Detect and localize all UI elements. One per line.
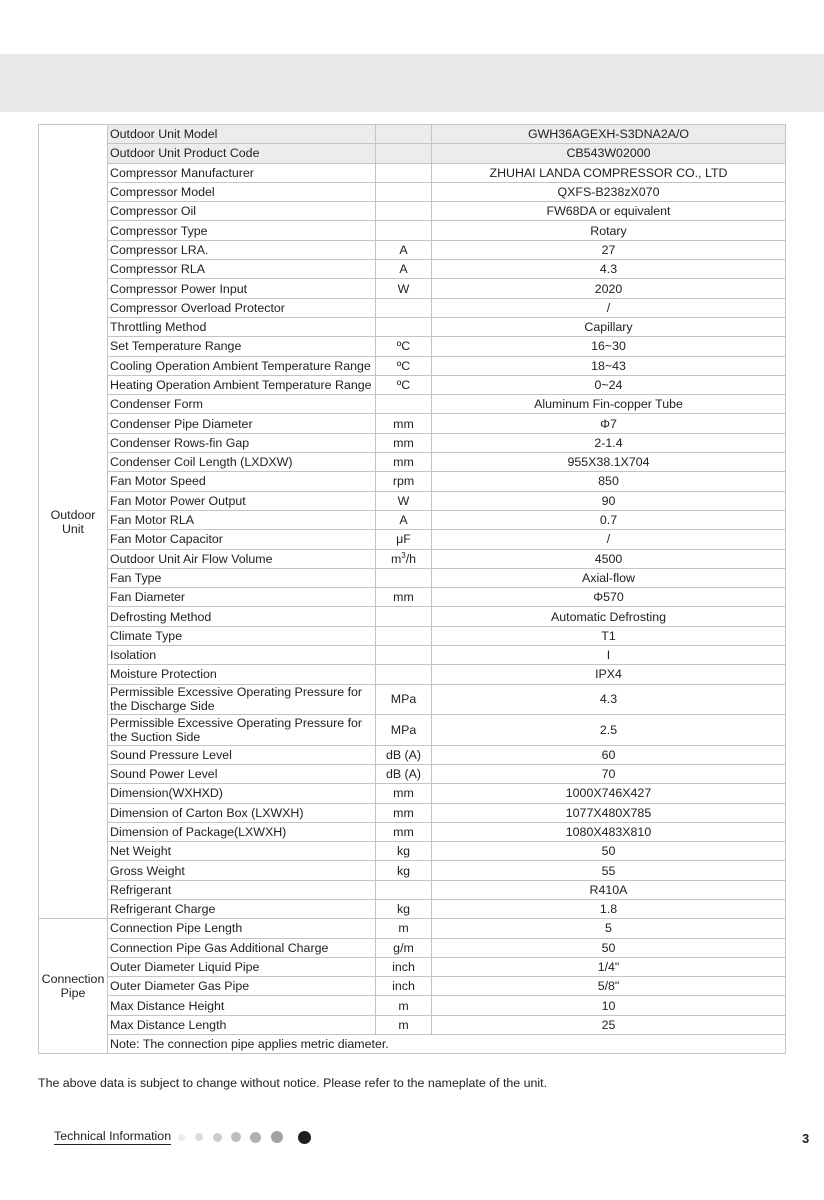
parameter-name: Connection Pipe Length	[108, 919, 376, 938]
table-row	[39, 298, 786, 317]
value-cell: 16~30	[432, 337, 786, 356]
unit-cell: kg	[376, 899, 432, 918]
unit-cell: m	[376, 919, 432, 938]
parameter-name: Gross Weight	[108, 861, 376, 880]
parameter-name: Fan Diameter	[108, 588, 376, 607]
table-row	[39, 240, 786, 259]
value-cell: 2-1.4	[432, 433, 786, 452]
table-row	[39, 433, 786, 452]
note-text: Note: The connection pipe applies metric diameter.	[108, 1035, 786, 1054]
parameter-name: Outdoor Unit Model	[108, 125, 376, 144]
unit-cell: A	[376, 260, 432, 279]
parameter-name: Cooling Operation Ambient Temperature Range	[108, 356, 376, 375]
table-row	[39, 764, 786, 783]
value-cell: 55	[432, 861, 786, 880]
unit-cell: g/m	[376, 938, 432, 957]
value-cell: 1077X480X785	[432, 803, 786, 822]
progress-dot	[178, 1134, 185, 1141]
group-label: Outdoor Unit	[39, 125, 108, 919]
unit-cell	[376, 144, 432, 163]
unit-cell	[376, 202, 432, 221]
value-cell: 1080X483X810	[432, 822, 786, 841]
table-row	[39, 453, 786, 472]
progress-dot	[213, 1133, 222, 1142]
progress-dot-active	[298, 1131, 311, 1144]
unit-cell: W	[376, 491, 432, 510]
unit-suffix: /h	[405, 551, 417, 566]
table-row	[39, 568, 786, 587]
unit-cell	[376, 607, 432, 626]
unit-cell: W	[376, 279, 432, 298]
value-cell: 2020	[432, 279, 786, 298]
progress-dot	[271, 1131, 283, 1143]
unit-superscript: 3	[401, 550, 406, 560]
unit-cell: mm	[376, 822, 432, 841]
unit-cell	[376, 646, 432, 665]
value-cell: 70	[432, 764, 786, 783]
parameter-name: Fan Type	[108, 568, 376, 587]
parameter-name: Sound Power Level	[108, 764, 376, 783]
parameter-name: Compressor RLA	[108, 260, 376, 279]
parameter-name: Permissible Excessive Operating Pressure for the Suction Side	[108, 715, 376, 746]
unit-cell: A	[376, 240, 432, 259]
spec-table	[38, 124, 786, 1054]
parameter-name: Compressor LRA.	[108, 240, 376, 259]
parameter-name: Throttling Method	[108, 317, 376, 336]
unit-cell: m	[376, 1015, 432, 1034]
value-cell: 1000X746X427	[432, 784, 786, 803]
value-cell: 18~43	[432, 356, 786, 375]
parameter-name: Dimension of Package(LXWXH)	[108, 822, 376, 841]
unit-cell: inch	[376, 957, 432, 976]
table-row	[39, 803, 786, 822]
table-row	[39, 861, 786, 880]
table-row	[39, 125, 786, 144]
parameter-name: Compressor Model	[108, 182, 376, 201]
unit-cell: MPa	[376, 684, 432, 715]
value-cell: T1	[432, 626, 786, 645]
group-label: Connection Pipe	[39, 919, 108, 1054]
unit-cell: inch	[376, 977, 432, 996]
table-row	[39, 626, 786, 645]
table-row	[39, 549, 786, 568]
value-cell: ZHUHAI LANDA COMPRESSOR CO., LTD	[432, 163, 786, 182]
table-row	[39, 530, 786, 549]
unit-cell	[376, 298, 432, 317]
table-row	[39, 356, 786, 375]
unit-cell: mm	[376, 433, 432, 452]
unit-cell: kg	[376, 842, 432, 861]
table-row	[39, 938, 786, 957]
parameter-name: Fan Motor RLA	[108, 510, 376, 529]
value-cell: 4500	[432, 549, 786, 568]
value-cell: 955X38.1X704	[432, 453, 786, 472]
unit-cell: m	[376, 996, 432, 1015]
table-row	[39, 510, 786, 529]
unit-cell: mm	[376, 803, 432, 822]
parameter-name: Max Distance Length	[108, 1015, 376, 1034]
table-row	[39, 375, 786, 394]
unit-cell: kg	[376, 861, 432, 880]
parameter-name: Compressor Type	[108, 221, 376, 240]
unit-cell: μF	[376, 530, 432, 549]
table-row	[39, 899, 786, 918]
parameter-name: Net Weight	[108, 842, 376, 861]
table-row	[39, 182, 786, 201]
value-cell: /	[432, 298, 786, 317]
value-cell: 50	[432, 938, 786, 957]
table-row	[39, 684, 786, 715]
table-row	[39, 202, 786, 221]
value-cell: Φ7	[432, 414, 786, 433]
value-cell: 5/8"	[432, 977, 786, 996]
parameter-name: Outer Diameter Liquid Pipe	[108, 957, 376, 976]
value-cell: 0.7	[432, 510, 786, 529]
parameter-name: Outdoor Unit Air Flow Volume	[108, 549, 376, 568]
unit-cell: mm	[376, 588, 432, 607]
value-cell: 10	[432, 996, 786, 1015]
parameter-name: Refrigerant	[108, 880, 376, 899]
value-cell: 2.5	[432, 715, 786, 746]
unit-cell	[376, 549, 432, 568]
parameter-name: Condenser Rows-fin Gap	[108, 433, 376, 452]
unit-cell: mm	[376, 453, 432, 472]
unit-cell	[376, 182, 432, 201]
value-cell: 850	[432, 472, 786, 491]
parameter-name: Fan Motor Power Output	[108, 491, 376, 510]
value-cell: 5	[432, 919, 786, 938]
unit-cell: ºC	[376, 356, 432, 375]
parameter-name: Max Distance Height	[108, 996, 376, 1015]
parameter-name: Set Temperature Range	[108, 337, 376, 356]
value-cell: IPX4	[432, 665, 786, 684]
value-cell: R410A	[432, 880, 786, 899]
unit-cell	[376, 163, 432, 182]
value-cell: Rotary	[432, 221, 786, 240]
parameter-name: Condenser Pipe Diameter	[108, 414, 376, 433]
parameter-name: Outer Diameter Gas Pipe	[108, 977, 376, 996]
unit-cell: MPa	[376, 715, 432, 746]
parameter-name: Refrigerant Charge	[108, 899, 376, 918]
unit-cell	[376, 221, 432, 240]
parameter-name: Condenser Form	[108, 395, 376, 414]
table-row	[39, 784, 786, 803]
parameter-name: Dimension of Carton Box (LXWXH)	[108, 803, 376, 822]
value-cell: 25	[432, 1015, 786, 1034]
parameter-name: Isolation	[108, 646, 376, 665]
unit-cell: A	[376, 510, 432, 529]
parameter-name: Sound Pressure Level	[108, 745, 376, 764]
progress-dot	[231, 1132, 241, 1142]
unit-cell	[376, 880, 432, 899]
value-cell: 0~24	[432, 375, 786, 394]
parameter-name: Compressor Oil	[108, 202, 376, 221]
table-row	[39, 607, 786, 626]
parameter-name: Fan Motor Capacitor	[108, 530, 376, 549]
table-row	[39, 317, 786, 336]
value-cell: /	[432, 530, 786, 549]
table-row	[39, 414, 786, 433]
table-row	[39, 588, 786, 607]
unit-cell	[376, 626, 432, 645]
unit-cell	[376, 125, 432, 144]
page-number: 3	[802, 1131, 810, 1146]
unit-cell	[376, 395, 432, 414]
table-row	[39, 842, 786, 861]
table-row	[39, 957, 786, 976]
unit-cell: mm	[376, 784, 432, 803]
value-cell: Φ570	[432, 588, 786, 607]
unit-cell	[376, 568, 432, 587]
unit-cell: mm	[376, 414, 432, 433]
value-cell: 27	[432, 240, 786, 259]
progress-dot	[250, 1132, 261, 1143]
value-cell: 90	[432, 491, 786, 510]
value-cell: FW68DA or equivalent	[432, 202, 786, 221]
value-cell: QXFS-B238zX070	[432, 182, 786, 201]
unit-cell: dB (A)	[376, 764, 432, 783]
table-row	[39, 279, 786, 298]
value-cell: I	[432, 646, 786, 665]
parameter-name: Permissible Excessive Operating Pressure for the Discharge Side	[108, 684, 376, 715]
unit-base: m	[390, 551, 402, 566]
value-cell: 50	[432, 842, 786, 861]
table-row	[39, 1015, 786, 1034]
table-row	[39, 919, 786, 938]
unit-cell: ºC	[376, 337, 432, 356]
parameter-name: Compressor Manufacturer	[108, 163, 376, 182]
unit-cell	[376, 665, 432, 684]
value-cell: GWH36AGEXH-S3DNA2A/O	[432, 125, 786, 144]
parameter-name: Climate Type	[108, 626, 376, 645]
unit-cell: ºC	[376, 375, 432, 394]
parameter-name: Defrosting Method	[108, 607, 376, 626]
table-row	[39, 491, 786, 510]
value-cell: 4.3	[432, 684, 786, 715]
disclaimer-text: The above data is subject to change without notice. Please refer to the nameplate of the unit.	[38, 1076, 548, 1090]
table-row	[39, 260, 786, 279]
value-cell: Automatic Defrosting	[432, 607, 786, 626]
value-cell: 1/4"	[432, 957, 786, 976]
value-cell: 4.3	[432, 260, 786, 279]
value-cell: 1.8	[432, 899, 786, 918]
footer-section-label: Technical Information	[54, 1129, 172, 1143]
parameter-name: Compressor Overload Protector	[108, 298, 376, 317]
table-row	[39, 163, 786, 182]
unit-cell: dB (A)	[376, 745, 432, 764]
parameter-name: Moisture Protection	[108, 665, 376, 684]
unit-cell: rpm	[376, 472, 432, 491]
value-cell: 60	[432, 745, 786, 764]
table-row	[39, 221, 786, 240]
table-row	[39, 472, 786, 491]
table-row	[39, 745, 786, 764]
table-row	[39, 144, 786, 163]
progress-dot	[195, 1133, 203, 1141]
value-cell: CB543W02000	[432, 144, 786, 163]
table-row	[39, 977, 786, 996]
table-row	[39, 395, 786, 414]
parameter-name: Outdoor Unit Product Code	[108, 144, 376, 163]
table-row	[39, 822, 786, 841]
parameter-name: Heating Operation Ambient Temperature Range	[108, 375, 376, 394]
table-row	[39, 646, 786, 665]
table-row	[39, 715, 786, 746]
parameter-name: Fan Motor Speed	[108, 472, 376, 491]
table-row	[39, 880, 786, 899]
value-cell: Axial-flow	[432, 568, 786, 587]
parameter-name: Compressor Power Input	[108, 279, 376, 298]
table-row	[39, 337, 786, 356]
value-cell: Aluminum Fin-copper Tube	[432, 395, 786, 414]
value-cell: Capillary	[432, 317, 786, 336]
parameter-name: Connection Pipe Gas Additional Charge	[108, 938, 376, 957]
table-row	[39, 996, 786, 1015]
note-row	[39, 1035, 786, 1054]
header-band	[0, 54, 824, 112]
spec-table-body	[39, 125, 786, 1054]
parameter-name: Dimension(WXHXD)	[108, 784, 376, 803]
table-row	[39, 665, 786, 684]
parameter-name: Condenser Coil Length (LXDXW)	[108, 453, 376, 472]
unit-cell	[376, 317, 432, 336]
